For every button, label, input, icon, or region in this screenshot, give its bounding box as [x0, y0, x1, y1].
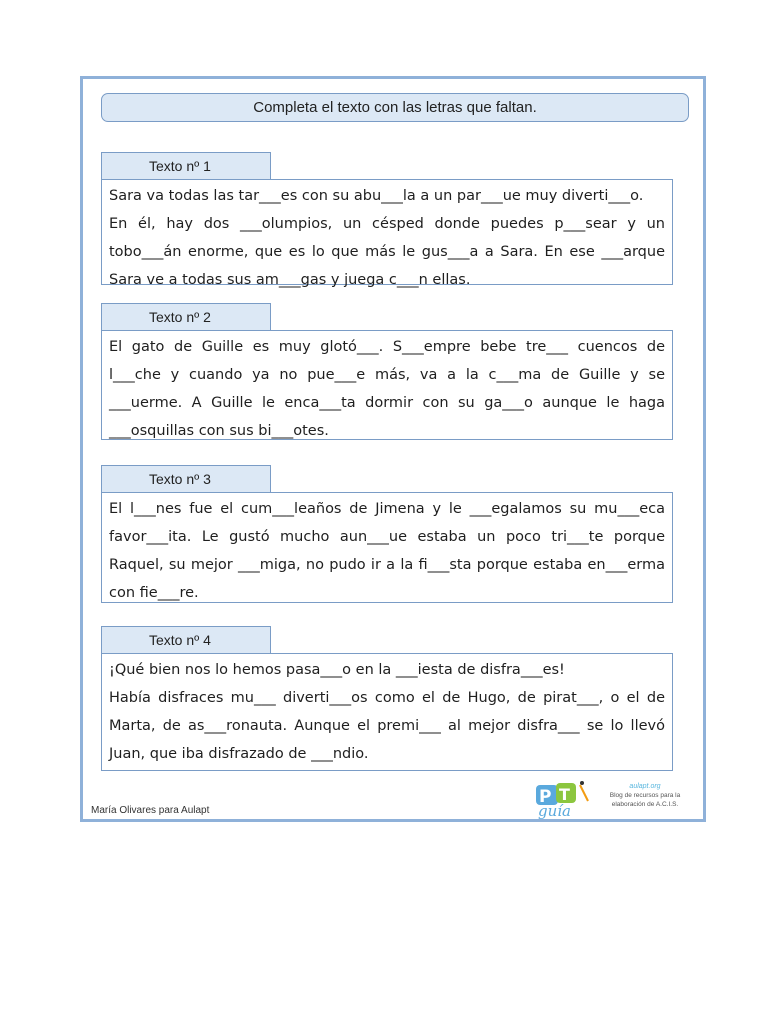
site-name: aulapt.org	[629, 783, 661, 790]
text-4-line-2: Había disfraces mu___ diverti___os como el de Hugo, de pirat___, o el de Marta, de as___ronauta. Aunque el premi___ al mejor disfra___ se lo llevó Juan, que iba disfrazado de ___ndio.	[109, 690, 665, 762]
svg-text:guía: guía	[538, 802, 572, 819]
text-2-line-1: El gato de Guille es muy glotó___. S___empre bebe tre___ cuencos de l___che y cuando ya no pue___e más, va a la c___ma de Guille y se ___uerme. A Guille le enca___ta dormir con su ga___o aunque le haga ___osquillas con sus bi___otes.	[109, 339, 665, 439]
text-1-box	[101, 179, 673, 288]
text-1-tab: Texto nº 1	[101, 152, 271, 180]
worksheet	[80, 76, 706, 822]
text-3-tab: Texto nº 3	[101, 465, 271, 493]
text-2-box	[101, 330, 673, 440]
text-2-tab: Texto nº 2	[101, 303, 271, 331]
text-4-line-1: ¡Qué bien nos lo hemos pasa___o en la ___iesta de disfra___es!	[109, 662, 565, 678]
instruction-banner: Completa el texto con las letras que faltan.	[101, 93, 689, 122]
tagline: Blog de recursos para la elaboración de A.C.I.S.	[609, 792, 681, 808]
logo-tagline-block	[595, 782, 695, 809]
svg-text:P: P	[539, 787, 552, 807]
text-4-box	[101, 653, 673, 771]
text-1-line-2: En él, hay dos ___olumpios, un césped donde puedes p___sear y un tobo___án enorme, que es lo que más le gus___a a Sara. En ese ___arque Sara ve a todas sus am___gas y juega c___n ellas.	[109, 216, 665, 288]
text-3-line-1: El l___nes fue el cum___leaños de Jimena y le ___egalamos su mu___eca favor___ita. Le gustó mucho aun___ue estaba un poco tri___te porque Raquel, su mejor ___miga, no pudo ir a la fi___sta porque estaba en___erma con fie___re.	[109, 501, 665, 601]
text-1-line-1: Sara va todas las tar___es con su abu___la a un par___ue muy diverti___o.	[109, 188, 644, 204]
author-credit: María Olivares para Aulapt	[91, 805, 210, 816]
text-3-box	[101, 492, 673, 603]
text-4-tab: Texto nº 4	[101, 626, 271, 654]
svg-text:T: T	[559, 785, 570, 804]
